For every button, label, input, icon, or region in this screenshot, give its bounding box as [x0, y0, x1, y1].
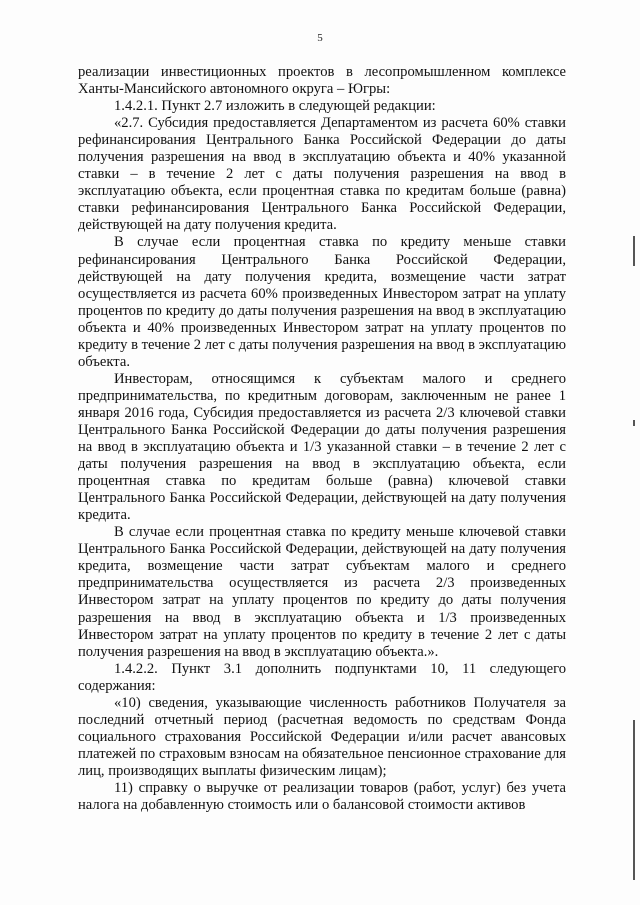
- paragraph-small-business-lower-rate: В случае если процентная ставка по кредиту меньше ключевой ставки Центрального Банка Российской Федерации, действующей на дату получения кредита, возмещение части затрат субъектам малого и среднего предпринимательства осуществляется из расчета 2/3 произведенных Инвестором затрат на уплату процентов по кредиту до даты получения разрешения на ввод в эксплуатацию объекта и 1/3 произведенных Инвестором затрат на уплату процентов по кредиту в течение 2 лет с даты получения разрешения на ввод в эксплуатацию объекта.».: [78, 524, 566, 660]
- paragraph-continuation: реализации инвестиционных проектов в лесопромышленном комплексе Ханты-Мансийского автономного округа – Югры:: [78, 64, 566, 98]
- paragraph-lower-rate-case: В случае если процентная ставка по кредиту меньше ставки рефинансирования Центрального Банка Российской Федерации, действующей на дату получения кредита, возмещение части затрат осуществляется из расчета 60% произведенных Инвестором затрат на уплату процентов по кредиту до даты получения разрешения на ввод в эксплуатацию объекта и 40% произведенных Инвестором затрат на уплату процентов по кредиту в течение 2 лет с даты получения разрешения на ввод в эксплуатацию объекта.: [78, 234, 566, 370]
- paragraph-item-1-4-2-2: 1.4.2.2. Пункт 3.1 дополнить подпунктами 10, 11 следующего содержания:: [78, 660, 566, 694]
- scan-edge-mark-middle: [633, 420, 635, 426]
- paragraph-subitem-11: 11) справку о выручке от реализации товаров (работ, услуг) без учета налога на добавленную стоимость или о балансовой стоимости активов: [78, 779, 566, 814]
- page-number: 5: [317, 32, 323, 44]
- paragraph-clause-2-7: «2.7. Субсидия предоставляется Департаментом из расчета 60% ставки рефинансирования Центрального Банка Российской Федерации до даты получения разрешения на ввод в эксплуатацию объекта и 40% указанной ставки – в течение 2 лет с даты получения разрешения на ввод в эксплуатацию объекта, если процентная ставка по кредитам больше (равна) ставки рефинансирования Центрального Банка Российской Федерации, действующей на дату получения кредита.: [78, 115, 566, 234]
- scan-edge-mark-bottom: [633, 720, 635, 880]
- paragraph-small-business: Инвесторам, относящимся к субъектам малого и среднего предпринимательства, по кредитным договорам, заключенным не ранее 1 января 2016 года, Субсидия предоставляется из расчета 2/3 ключевой ставки Центрального Банка Российской Федерации до даты получения разрешения на ввод в эксплуатацию объекта и 1/3 указанной ставки – в течение 2 лет с даты получения разрешения на ввод в эксплуатацию объекта, если процентная ставка по кредитам больше (равна) ключевой ставки Центрального Банка Российской Федерации, действующей на дату получения кредита.: [78, 370, 566, 524]
- paragraph-item-1-4-2-1: 1.4.2.1. Пункт 2.7 изложить в следующей редакции:: [114, 98, 436, 115]
- document-body: [78, 64, 566, 814]
- scan-edge-mark-top: [633, 236, 635, 266]
- paragraph-subitem-10: «10) сведения, указывающие численность работников Получателя за последний отчетный период (расчетная ведомость по средствам Фонда социального страхования Российской Федерации и/или расчет авансовых платежей по страховым взносам на обязательное пенсионное страхование для лиц, производящих выплаты физическим лицам);: [78, 694, 566, 779]
